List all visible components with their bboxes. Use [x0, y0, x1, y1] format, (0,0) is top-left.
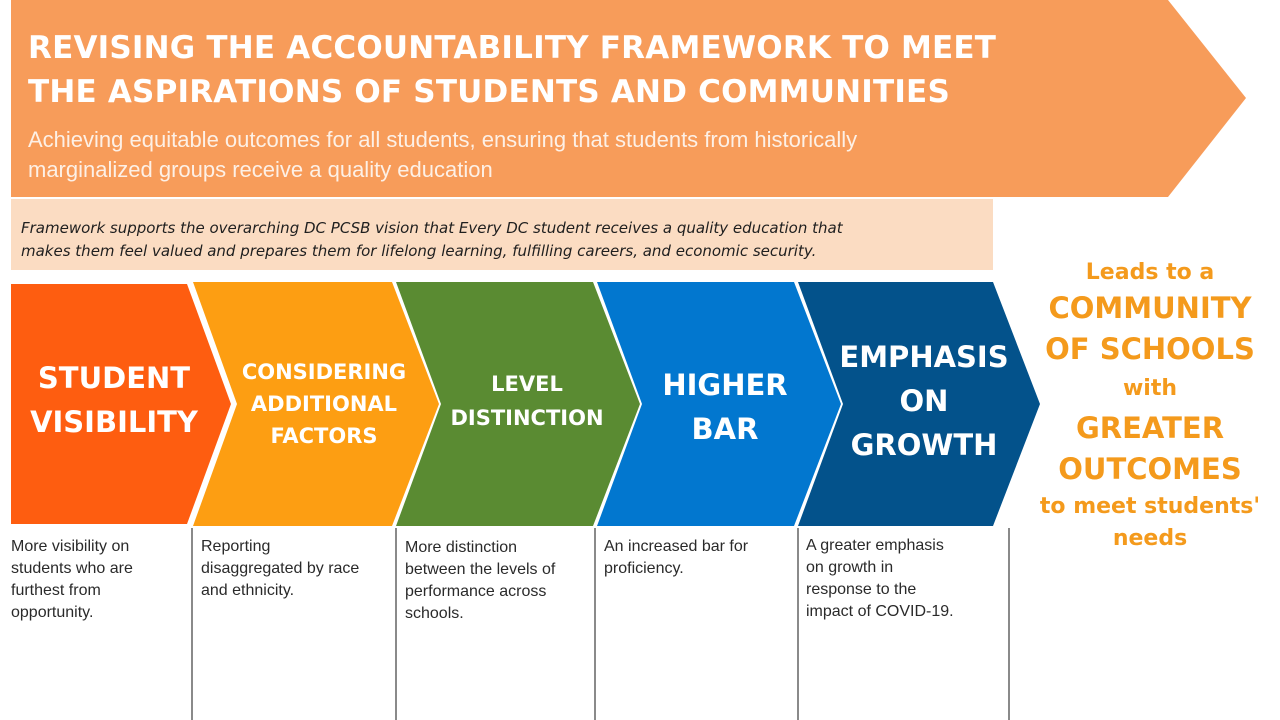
- step-5-desc-line-4: impact of COVID-19.: [806, 603, 954, 620]
- step-3-description: [405, 537, 591, 625]
- outcome-line-1: Leads to a: [1085, 260, 1215, 285]
- outcome-line-4: with: [1122, 376, 1178, 401]
- step-5-label: [832, 335, 1016, 467]
- step-1-label-line-2: VISIBILITY: [30, 405, 198, 439]
- banner-subtitle: [28, 125, 1078, 185]
- outcome-line-7: to meet students': [1039, 494, 1261, 519]
- outcome-line-8: needs: [1112, 526, 1188, 551]
- step-1-desc-line-2: students who are: [11, 560, 133, 577]
- step-1-desc-line-3: furthest from: [11, 582, 101, 599]
- step-2-label: [228, 354, 420, 454]
- step-2-desc-line-1: Reporting: [201, 538, 271, 555]
- step-1-desc-line-1: More visibility on: [11, 538, 130, 555]
- step-5-desc-line-2: on growth in: [806, 559, 894, 576]
- step-3-desc-line-3: performance across: [405, 583, 547, 600]
- outcome-line-6: OUTCOMES: [1058, 452, 1242, 486]
- step-2-desc-line-3: and ethnicity.: [201, 582, 295, 599]
- step-3-desc-line-1: More distinction: [405, 539, 518, 556]
- banner-title-line-1: REVISING THE ACCOUNTABILITY FRAMEWORK TO MEET: [28, 30, 997, 66]
- banner-subtitle-line-1: Achieving equitable outcomes for all students, ensuring that students from historically: [28, 127, 858, 152]
- step-2-label-line-1: CONSIDERING: [241, 360, 407, 384]
- step-5-label-line-2: ON: [899, 384, 949, 418]
- outcome-line-5: GREATER: [1075, 411, 1225, 445]
- outcome-statement: [1030, 258, 1270, 554]
- step-4-description: [604, 536, 794, 580]
- banner-title: [28, 26, 1128, 114]
- title-banner-arrow: [0, 0, 1280, 200]
- step-2-description: [201, 536, 391, 602]
- step-2-label-line-2: ADDITIONAL: [250, 392, 398, 416]
- vision-line-2: makes them feel valued and prepares them for lifelong learning, fulfilling careers, and economic security.: [21, 242, 817, 260]
- column-divider: [191, 528, 193, 720]
- step-2-desc-line-2: disaggregated by race: [201, 560, 360, 577]
- step-4-label-line-1: HIGHER: [662, 368, 788, 402]
- vision-line-1: Framework supports the overarching DC PCSB vision that Every DC student receives a quality education that: [21, 219, 843, 237]
- banner-subtitle-line-2: marginalized groups receive a quality education: [28, 157, 493, 182]
- step-3-label-line-1: LEVEL: [491, 372, 563, 396]
- step-1-label-line-1: STUDENT: [37, 361, 191, 395]
- step-4-desc-line-2: proficiency.: [604, 560, 684, 577]
- column-divider: [1008, 528, 1010, 720]
- step-1-label: [14, 350, 214, 450]
- vision-statement: [21, 217, 983, 263]
- step-5-desc-line-1: A greater emphasis: [806, 537, 944, 554]
- step-5-label-line-3: GROWTH: [850, 428, 998, 462]
- banner-title-line-2: THE ASPIRATIONS OF STUDENTS AND COMMUNITIES: [28, 74, 950, 110]
- step-3-label: [432, 365, 622, 437]
- column-divider: [395, 528, 397, 720]
- vision-statement-box: [11, 199, 993, 270]
- step-4-label-line-2: BAR: [691, 412, 759, 446]
- step-5-description: [806, 535, 1004, 623]
- outcome-line-3: OF SCHOOLS: [1045, 332, 1255, 366]
- column-divider: [797, 528, 799, 720]
- step-1-desc-line-4: opportunity.: [11, 604, 94, 621]
- step-5-desc-line-3: response to the: [806, 581, 917, 598]
- column-divider: [594, 528, 596, 720]
- step-3-desc-line-2: between the levels of: [405, 561, 556, 578]
- step-4-label: [640, 362, 810, 452]
- step-1-description: [11, 536, 187, 624]
- outcome-line-2: COMMUNITY: [1048, 291, 1252, 325]
- step-2-label-line-3: FACTORS: [270, 424, 378, 448]
- step-5-label-line-1: EMPHASIS: [839, 340, 1009, 374]
- step-4-desc-line-1: An increased bar for: [604, 538, 749, 555]
- step-3-label-line-2: DISTINCTION: [450, 406, 604, 430]
- step-3-desc-line-4: schools.: [405, 605, 464, 622]
